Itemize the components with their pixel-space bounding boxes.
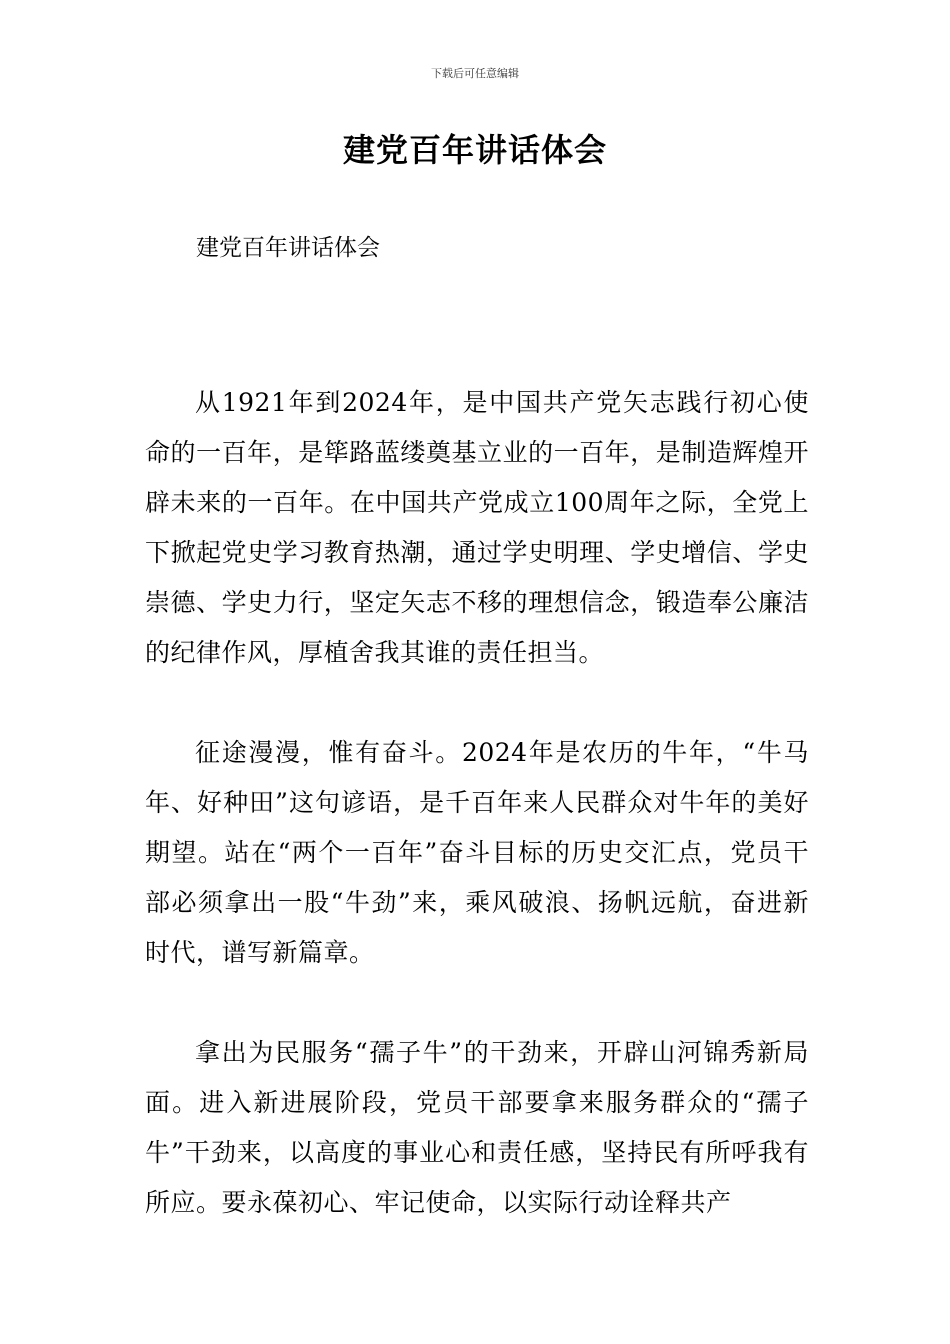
document-subtitle: 建党百年讲话体会 <box>196 235 380 261</box>
paragraph-1: 从1921年到2024年，是中国共产党矢志践行初心使命的一百年，是筚路蓝缕奠基立业的一百年，是制造辉煌开辟未来的一百年。在中国共产党成立100周年之际，全党上下掀起党史学习教育热潮，通过学史明理、学史增信、学史崇德、学史力行，坚定矢志不移的理想信念，锻造奉公廉洁的纪律作风，厚植舍我其谁的责任担当。 <box>145 388 809 667</box>
document-body <box>145 378 809 1278</box>
paragraph-3: 拿出为民服务“孺子牛”的干劲来，开辟山河锦秀新局面。进入新进展阶段，党员干部要拿来服务群众的“孺子牛”干劲来，以高度的事业心和责任感，坚持民有所呼我有所应。要永葆初心、牢记使命，以实际行动诠释共产 <box>145 1038 809 1217</box>
header-note: 下载后可任意编辑 <box>431 67 519 80</box>
paragraph-2: 征途漫漫，惟有奋斗。2024年是农历的牛年，“牛马年、好种田”这句谚语，是千百年来人民群众对牛年的美好期望。站在“两个一百年”奋斗目标的历史交汇点，党员干部必须拿出一股“牛劲”来，乘风破浪、扬帆远航，奋进新时代，谱写新篇章。 <box>145 738 809 967</box>
document-title: 建党百年讲话体会 <box>342 131 607 169</box>
